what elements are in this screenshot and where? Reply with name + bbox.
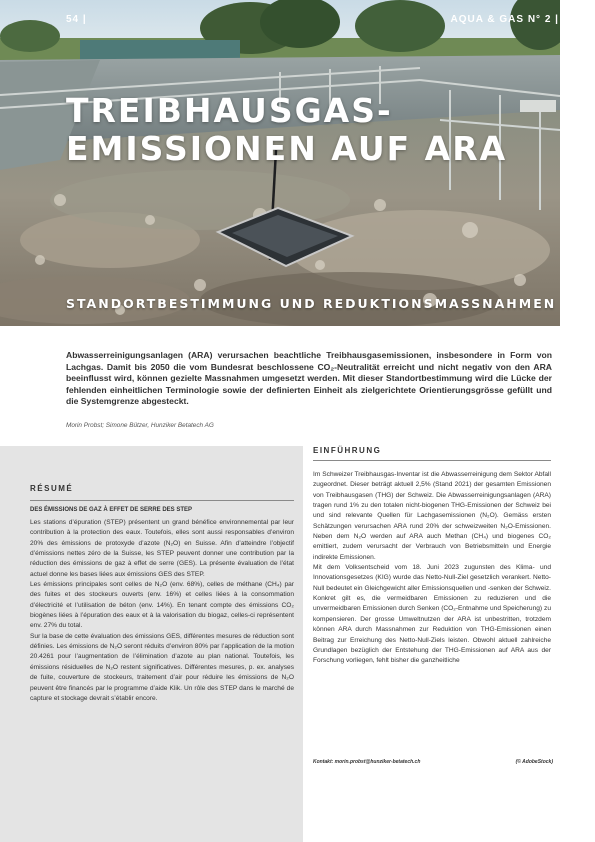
resume-paragraph: Sur la base de cette évaluation des émissions GES, différentes mesures de réduction sont définies. Les émissions de N₂O seront réduits d’environ 80% par l’application de la motion 20.4261 pour l’augmentation de l’élimination d’azote au plan national. Toutefois, les émissions résiduelles de N₂O restent significatives. Différentes mesures, p. ex. analyses de fuite, couverture de stockeurs, traitement d’air pour réduire les émissions de N₂O peuvent être financés par le programme d’aide Klik. Un rôle des STEP dans le marché de capture et stockage devrait s’établir encore.: [30, 632, 294, 702]
journal-issue: AQUA & GAS N° 2 | 2024: [450, 14, 589, 25]
intro-body: [313, 470, 551, 667]
photo-credit: (© AdobeStock): [515, 759, 553, 765]
article-subtitle: STANDORTBESTIMMUNG UND REDUKTIONSMASSNAHMEN: [66, 296, 557, 311]
resume-heading: RÉSUMÉ: [30, 484, 74, 493]
lead-paragraph: Abwasserreinigungsanlagen (ARA) verursachen beachtliche Treibhausgasemissionen, insbesondere in Form von Lachgas. Damit bis 2050 die vom Bundesrat beschlossene CO₂-Neutralität erreicht und nicht negativ von den ARA beeinflusst wird, können gezielte Massnahmen umgesetzt werden. Mit dieser Standortbestimmung wird die Lücke der fehlenden einheitlichen Terminologie sowie der definierten Einheit als zielgerichtete Orientierungsgrösse gefüllt und die Systemgrenze abgesteckt.: [66, 350, 552, 407]
author-line: Morin Probst; Simone Bützer, Hunziker Betatech AG: [66, 422, 214, 429]
resume-divider: [30, 500, 294, 501]
contact-email[interactable]: Kontakt: morin.probst@hunziker-betatech.ch: [313, 759, 421, 765]
resume-paragraph: Les émissions principales sont celles de N₂O (env. 68%), celles de méthane (CH₄) par des fuites et des stockeurs ouverts (env. 16%) et celles liées à la consommation d’électricité et l’utilisation de béton (env. 14%). En tenant compte des émissions CO₂ biogènes liées à l’épuration des eaux et à la valorisation du biogaz, celles-ci représentent env. 27% du total.: [30, 581, 294, 630]
title-line: TREIBHAUSGAS-: [66, 91, 393, 130]
intro-paragraph: Im Schweizer Treibhausgas-Inventar ist die Abwasserreinigung dem Sektor Abfall zugeordnet. Dieser beträgt aktuell 2,5% (Stand 2021) der gesamten Emissionen von Treibhausgasen (THG) der Schweiz. Die Abwasserreinigungsanlagen (ARA) tragen rund 1% zu den totalen nicht-biogenen THG-Emissionen der Schweiz bei und sind relevante Quellen für Lachgasemissionen (N₂O). Gemäss ersten Schätzungen verursachen ARA rund 20% der schweizweiten N₂O-Emissionen. Neben dem N₂O werden auf ARA auch Methan (CH₄) und biogenes CO₂ emittiert, zudem verursacht der Verbrauch von Betriebsmitteln und Energie indirekte Emissionen.: [313, 471, 551, 561]
page-number: 54 |: [66, 14, 87, 25]
intro-paragraph: Mit dem Volksentscheid vom 18. Juni 2023 zugunsten des Klima- und Innovationsgesetzes (KIG) wurde das Netto-Null-Ziel gesetzlich verankert. Netto-Null bedeutet ein Gleichgewicht aller Emissionsquellen und -senken der Schweiz. Konkret gilt es, die vermeidbaren Emissionen zu reduzieren und die unvermeidbaren Emissionen durch Senken (CO₂-Entnahme und Speicherung) zu kompensieren. Der grosse Umweltnutzen der ARA ist unbestritten, trotzdem können ARA durch Massnahmen zur Reduktion von THG-Emissionen einen Beitrag zur Erreichung des Netto-Null-Ziels leisten. Obwohl aktuell zahlreiche Grundlagen bezüglich der Entstehung der THG-Emissionen auf ARA aus der Forschung vorliegen, fehlt bisher die ganzheitliche: [313, 564, 551, 665]
title-line: EMISSIONEN AUF ARA: [66, 129, 508, 168]
resume-paragraph: Les stations d’épuration (STEP) présentent un grand bénéfice environnemental par leur contribution à la protection des eaux. Toutefois, elles sont aussi responsables d’environ 20% des émissions de protoxyde d’azote (N₂O) en Suisse. Afin d’atteindre l’objectif d’émissions nettes zéro de la Suisse, les STEP peuvent donner une contribution par la réduction des émissions de gaz à effet de serre (GES). La présente évaluation de l’état actuel donne les bases liées aux émissions GES des STEP.: [30, 519, 294, 578]
resume-subheading: DES ÉMISSIONS DE GAZ À EFFET DE SERRE DES STEP: [30, 507, 193, 513]
article-title: [66, 92, 507, 168]
intro-heading: EINFÜHRUNG: [313, 446, 382, 455]
intro-divider: [313, 460, 551, 461]
resume-body: [30, 518, 294, 704]
